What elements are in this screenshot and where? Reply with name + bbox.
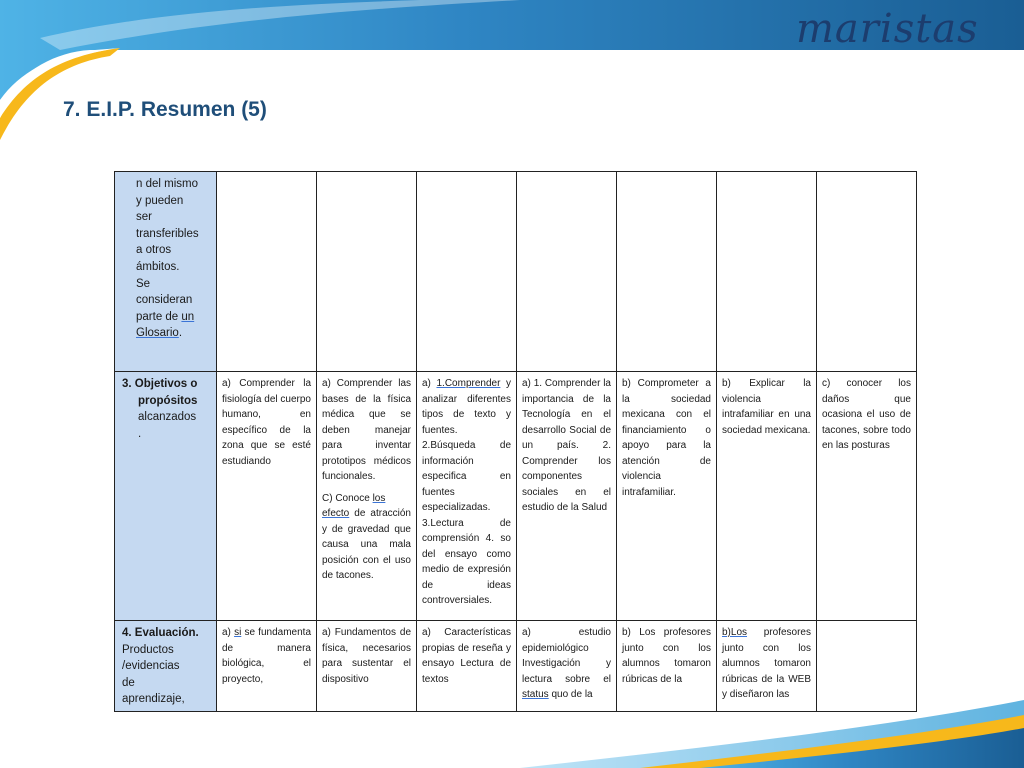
table-cell bbox=[617, 172, 717, 372]
text-fragment: a otros bbox=[136, 244, 172, 257]
text-fragment: ámbitos. bbox=[136, 260, 180, 273]
row-header-cell bbox=[115, 621, 217, 712]
text-fragment: ser bbox=[136, 211, 152, 224]
cell-text-line bbox=[822, 376, 911, 454]
table-cell bbox=[317, 172, 417, 372]
row-header-cell bbox=[115, 172, 217, 372]
table-cell bbox=[617, 372, 717, 621]
cell-text-line bbox=[122, 642, 211, 659]
cell-text-line bbox=[422, 376, 511, 609]
text-fragment: b) Comprometer a la sociedad mexicana con el financiamiento o apoyo para la atención de violencia intrafamiliar. bbox=[622, 378, 711, 498]
underlined-word: Glosario bbox=[136, 327, 179, 340]
cell-text-line bbox=[322, 376, 411, 485]
slide-title: 7. E.I.P. Resumen (5) bbox=[63, 98, 267, 121]
underlined-word: un bbox=[181, 310, 195, 323]
text-fragment: a) estudio epidemiológico Investigación y lectura sobre el bbox=[522, 627, 611, 685]
cell-text-line bbox=[722, 625, 811, 703]
text-fragment: aprendizaje, bbox=[122, 693, 185, 706]
text-fragment: propósitos bbox=[138, 394, 198, 407]
table-cell bbox=[417, 172, 517, 372]
cell-text-line bbox=[122, 675, 211, 692]
text-fragment: se fundamenta de manera biológica, el proyecto, bbox=[222, 627, 312, 685]
text-fragment: a) bbox=[222, 627, 235, 638]
text-fragment: de atracción y de gravedad que causa una mala posición con el uso de tacones. bbox=[322, 508, 411, 581]
text-fragment: Productos bbox=[122, 643, 174, 656]
cell-text-line bbox=[136, 276, 211, 293]
cell-text-line bbox=[122, 393, 211, 410]
underlined-word: status bbox=[522, 689, 549, 700]
cell-text-line bbox=[136, 309, 211, 326]
table-cell bbox=[517, 372, 617, 621]
cell-text-line bbox=[522, 376, 611, 516]
cell-text-line bbox=[322, 506, 411, 584]
text-fragment: 4. Evaluación. bbox=[122, 627, 199, 639]
cell-text-line bbox=[522, 625, 611, 703]
table-cell bbox=[317, 621, 417, 712]
table-cell bbox=[717, 372, 817, 621]
cell-text-line bbox=[136, 325, 211, 342]
cell-text-line bbox=[136, 259, 211, 276]
text-fragment: b) Explicar la violencia intrafamiliar en una sociedad mexicana. bbox=[722, 378, 811, 436]
cell-text-line bbox=[136, 209, 211, 226]
text-fragment: a) Comprender las bases de la física médica que se deben manejar para inventar prototipos médicos funcionales. bbox=[322, 378, 411, 482]
text-fragment: Se bbox=[136, 277, 151, 290]
cell-text-line bbox=[122, 426, 211, 443]
cell-text-line bbox=[422, 625, 511, 687]
table-cell bbox=[417, 621, 517, 712]
table-cell bbox=[217, 372, 317, 621]
cell-text-line bbox=[122, 376, 211, 393]
text-fragment: quo de la bbox=[548, 689, 593, 700]
table-row bbox=[115, 372, 917, 621]
text-fragment: parte de bbox=[136, 310, 182, 323]
table-cell bbox=[217, 172, 317, 372]
text-fragment: consideran bbox=[136, 294, 193, 307]
table-cell bbox=[817, 372, 917, 621]
row-header-cell bbox=[115, 372, 217, 621]
text-fragment: b) Los profesores junto con los alumnos tomaron rúbricas de la bbox=[622, 627, 711, 685]
cell-text-line bbox=[122, 625, 211, 642]
table-cell bbox=[817, 621, 917, 712]
underlined-word: 1.Comprender bbox=[436, 378, 501, 389]
table-row bbox=[115, 172, 917, 372]
text-fragment: a) Características propias de reseña y ensayo Lectura de textos bbox=[422, 627, 511, 685]
text-fragment: . bbox=[178, 327, 183, 340]
table-cell bbox=[817, 172, 917, 372]
text-fragment: /evidencias bbox=[122, 660, 180, 673]
eip-summary-table bbox=[114, 171, 917, 712]
cell-text-line bbox=[622, 625, 711, 687]
cell-text-line bbox=[122, 691, 211, 708]
maristas-logo: maristas bbox=[796, 6, 979, 52]
underlined-word: los bbox=[372, 492, 386, 504]
text-fragment: y pueden bbox=[136, 194, 184, 207]
table-cell bbox=[717, 621, 817, 712]
text-fragment: a) bbox=[422, 378, 437, 389]
table-cell bbox=[617, 621, 717, 712]
text-fragment: de bbox=[122, 676, 135, 689]
cell-text-line bbox=[136, 193, 211, 210]
text-fragment: y analizar diferentes tipos de texto y fuentes. 2.Búsqueda de información especifica en fuentes especializadas. 3.Lectura de comprensión 4. so del ensayo como medio de expresión de ideas controversiales. bbox=[422, 378, 511, 606]
cell-text-line bbox=[136, 242, 211, 259]
table-cell bbox=[517, 621, 617, 712]
underlined-word: b)Los bbox=[722, 627, 748, 638]
text-fragment: C) Conoce bbox=[322, 492, 373, 504]
underlined-word: efecto bbox=[322, 508, 350, 519]
text-fragment: a) Comprender la fisiología del cuerpo humano, en específico de la zona que se esté estudiando bbox=[222, 378, 311, 467]
text-fragment: profesores junto con los alumnos tomaron rúbricas de la WEB y diseñaron las bbox=[722, 627, 811, 700]
table-cell bbox=[417, 372, 517, 621]
text-fragment: a) Fundamentos de física, necesarios para sustentar el dispositivo bbox=[322, 627, 411, 685]
cell-text-line bbox=[322, 491, 411, 507]
table-cell bbox=[217, 621, 317, 712]
cell-text-line bbox=[122, 658, 211, 675]
underlined-word: si bbox=[234, 627, 242, 638]
table-cell bbox=[517, 172, 617, 372]
cell-text-line bbox=[222, 376, 311, 469]
table-cell bbox=[317, 372, 417, 621]
cell-text-line bbox=[322, 625, 411, 687]
text-fragment: alcanzados bbox=[138, 411, 197, 424]
cell-text-line bbox=[136, 176, 211, 193]
text-fragment: n del mismo bbox=[136, 178, 198, 190]
cell-text-line bbox=[222, 625, 311, 687]
text-fragment: 3. Objetivos o bbox=[122, 378, 198, 390]
table-row bbox=[115, 621, 917, 712]
text-fragment: transferibles bbox=[136, 227, 199, 240]
text-fragment: . bbox=[138, 427, 142, 440]
cell-text-line bbox=[136, 292, 211, 309]
cell-text-line bbox=[622, 376, 711, 500]
text-fragment: c) conocer los daños que ocasiona el uso de tacones, sobre todo en las posturas bbox=[822, 378, 911, 451]
cell-text-line bbox=[122, 409, 211, 426]
cell-text-line bbox=[136, 226, 211, 243]
text-fragment: a) 1. Comprender la importancia de la Tecnología en el desarrollo Social de un país. 2. Comprender los componentes sociales en el estudio de la Salud bbox=[522, 378, 611, 513]
cell-text-line bbox=[722, 376, 811, 438]
table-cell bbox=[717, 172, 817, 372]
